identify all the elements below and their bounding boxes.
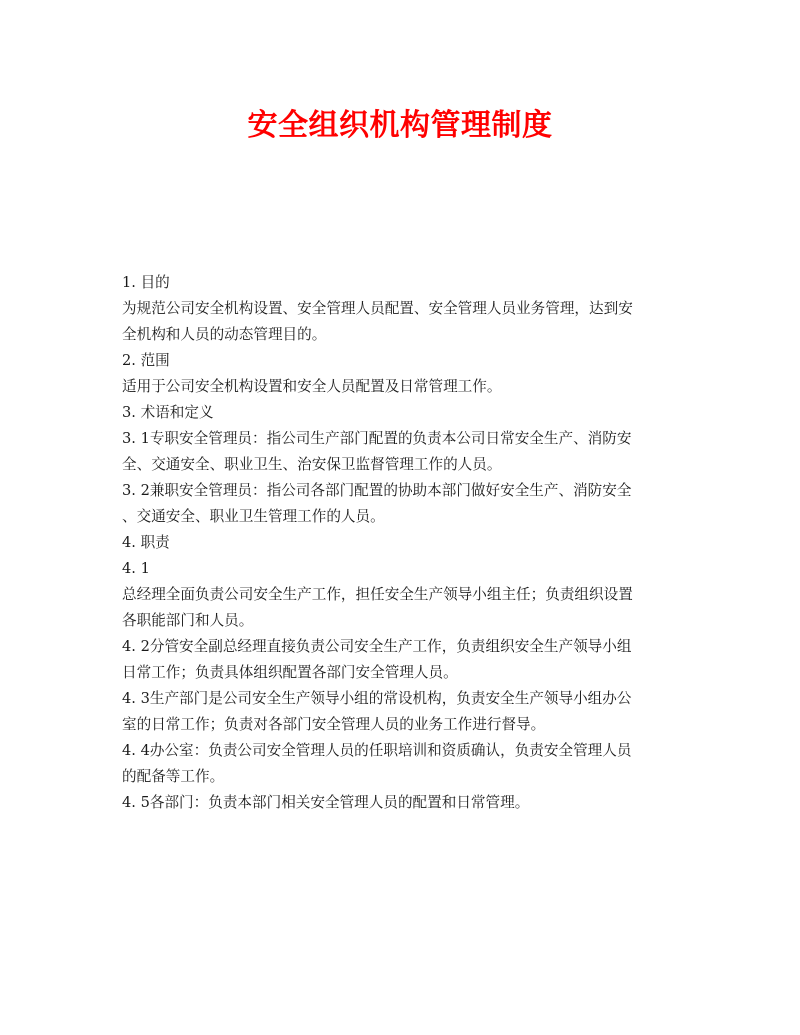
paragraph-line: 4. 4办公室：负责公司安全管理人员的任职培训和资质确认，负责安全管理人员: [122, 742, 632, 759]
paragraph-line: 全机构和人员的动态管理目的。: [122, 326, 327, 343]
paragraph-line: 总经理全面负责公司安全生产工作，担任安全生产领导小组主任；负责组织设置: [122, 586, 633, 603]
document-title: 安全组织机构管理制度: [247, 108, 553, 143]
paragraph-line: 室的日常工作；负责对各部门安全管理人员的业务工作进行督导。: [122, 716, 546, 733]
section-heading-purpose: 1. 目的: [122, 274, 170, 291]
subsection-number: 4. 1: [122, 560, 150, 577]
paragraph-line: 的配备等工作。: [122, 768, 225, 785]
paragraph-line: 3. 1专职安全管理员：指公司生产部门配置的负责本公司日常安全生产、消防安: [122, 430, 632, 447]
section-heading-duties: 4. 职责: [122, 534, 170, 551]
section-heading-scope: 2. 范围: [122, 352, 170, 369]
paragraph-line: 3. 2兼职安全管理员：指公司各部门配置的协助本部门做好安全生产、消防安全: [122, 482, 632, 499]
paragraph-line: 为规范公司安全机构设置、安全管理人员配置、安全管理人员业务管理，达到安: [122, 300, 633, 317]
paragraph-line: 4. 3生产部门是公司安全生产领导小组的常设机构，负责安全生产领导小组办公: [122, 690, 632, 707]
section-heading-terms: 3. 术语和定义: [122, 404, 214, 421]
paragraph-line: 4. 2分管安全副总经理直接负责公司安全生产工作，负责组织安全生产领导小组: [122, 638, 632, 655]
document-body: [122, 270, 677, 816]
paragraph-line: 各职能部门和人员。: [122, 612, 254, 629]
paragraph-line: 日常工作；负责具体组织配置各部门安全管理人员。: [122, 664, 458, 681]
paragraph-line: 4. 5各部门：负责本部门相关安全管理人员的配置和日常管理。: [122, 794, 530, 811]
paragraph-line: 全、交通安全、职业卫生、治安保卫监督管理工作的人员。: [122, 456, 502, 473]
paragraph-line: 适用于公司安全机构设置和安全人员配置及日常管理工作。: [122, 378, 502, 395]
paragraph-line: 、交通安全、职业卫生管理工作的人员。: [122, 508, 385, 525]
